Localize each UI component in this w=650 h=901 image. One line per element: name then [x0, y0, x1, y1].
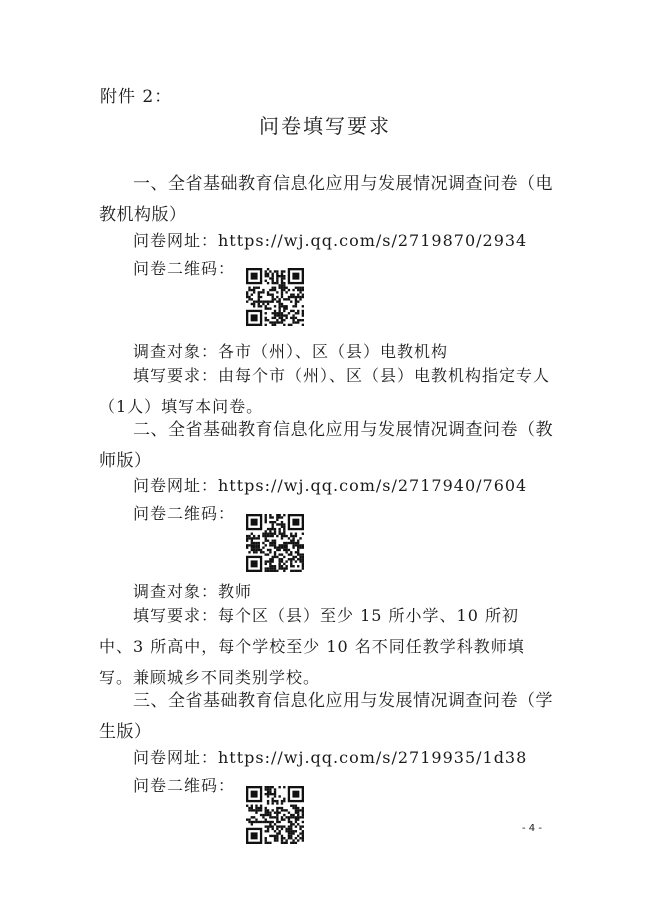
- section-2-heading: 二、全省基础教育信息化应用与发展情况调查问卷（教师版）: [99, 420, 553, 471]
- qr-code: [246, 268, 304, 326]
- section-3-qr-label: 问卷二维码：: [133, 776, 236, 795]
- qr-code: [246, 786, 304, 844]
- section-3-heading: 三、全省基础教育信息化应用与发展情况调查问卷（学生版）: [99, 691, 553, 742]
- section-2-qr-label: 问卷二维码：: [133, 504, 236, 523]
- section-1-heading: 一、全省基础教育信息化应用与发展情况调查问卷（电教机构版）: [99, 174, 553, 225]
- qr-code: [246, 514, 304, 572]
- section-1-target: 调查对象：各市（州）、区（县）电教机构: [133, 342, 449, 361]
- section-1-qr-label: 问卷二维码：: [133, 259, 236, 278]
- attachment-label: 附件 2：: [100, 87, 173, 107]
- page-title: 问卷填写要求: [259, 114, 391, 138]
- section-2-target: 调查对象：教师: [133, 582, 253, 601]
- section-1-url[interactable]: 问卷网址：https://wj.qq.com/s/2719870/2934: [133, 231, 528, 250]
- section-1-requirement: 填写要求：由每个市（州）、区（县）电教机构指定专人（1人）填写本问卷。: [99, 366, 551, 416]
- section-2-requirement: 填写要求：每个区（县）至少 15 所小学、10 所初中、3 所高中，每个学校至少 10 名不同任教学科教师填写。兼顾城乡不同类别学校。: [99, 606, 525, 687]
- section-2-url[interactable]: 问卷网址：https://wj.qq.com/s/2717940/7604: [133, 476, 528, 495]
- section-3-url[interactable]: 问卷网址：https://wj.qq.com/s/2719935/1d38: [133, 748, 528, 767]
- page-number: - 4 -: [522, 823, 542, 834]
